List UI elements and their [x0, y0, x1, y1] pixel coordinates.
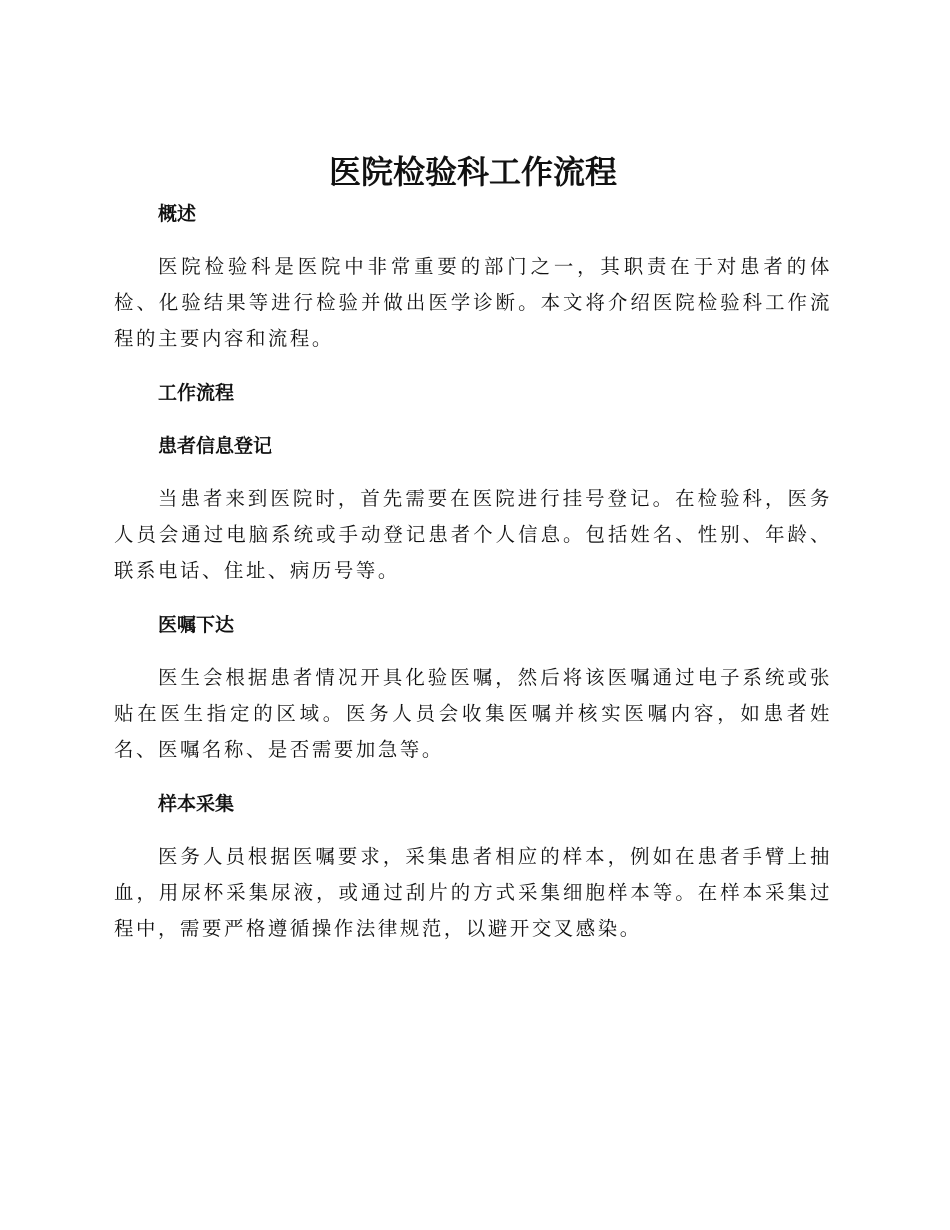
section-paragraph-patient-registration: 当患者来到医院时，首先需要在医院进行挂号登记。在检验科，医务人员会通过电脑系统或手动登记患者个人信息。包括姓名、性别、年龄、联系电话、住址、病历号等。 — [114, 487, 832, 582]
document-title: 医院检验科工作流程 — [328, 153, 617, 191]
section-paragraph-medical-order: 医生会根据患者情况开具化验医嘱，然后将该医嘱通过电子系统或张贴在医生指定的区域。医务人员会收集医嘱并核实医嘱内容，如患者姓名、医嘱名称、是否需要加急等。 — [114, 666, 832, 761]
section-heading-medical-order: 医嘱下达 — [158, 614, 235, 636]
section-heading-overview: 概述 — [158, 203, 197, 225]
section-heading-sample-collection: 样本采集 — [158, 793, 235, 815]
section-heading-workflow: 工作流程 — [158, 382, 235, 404]
section-paragraph-overview: 医院检验科是医院中非常重要的部门之一，其职责在于对患者的体检、化验结果等进行检验并做出医学诊断。本文将介绍医院检验科工作流程的主要内容和流程。 — [114, 255, 832, 350]
section-heading-patient-registration: 患者信息登记 — [158, 435, 273, 457]
section-paragraph-sample-collection: 医务人员根据医嘱要求，采集患者相应的样本，例如在患者手臂上抽血，用尿杯采集尿液，或通过刮片的方式采集细胞样本等。在样本采集过程中，需要严格遵循操作法律规范，以避开交叉感染。 — [114, 845, 832, 940]
